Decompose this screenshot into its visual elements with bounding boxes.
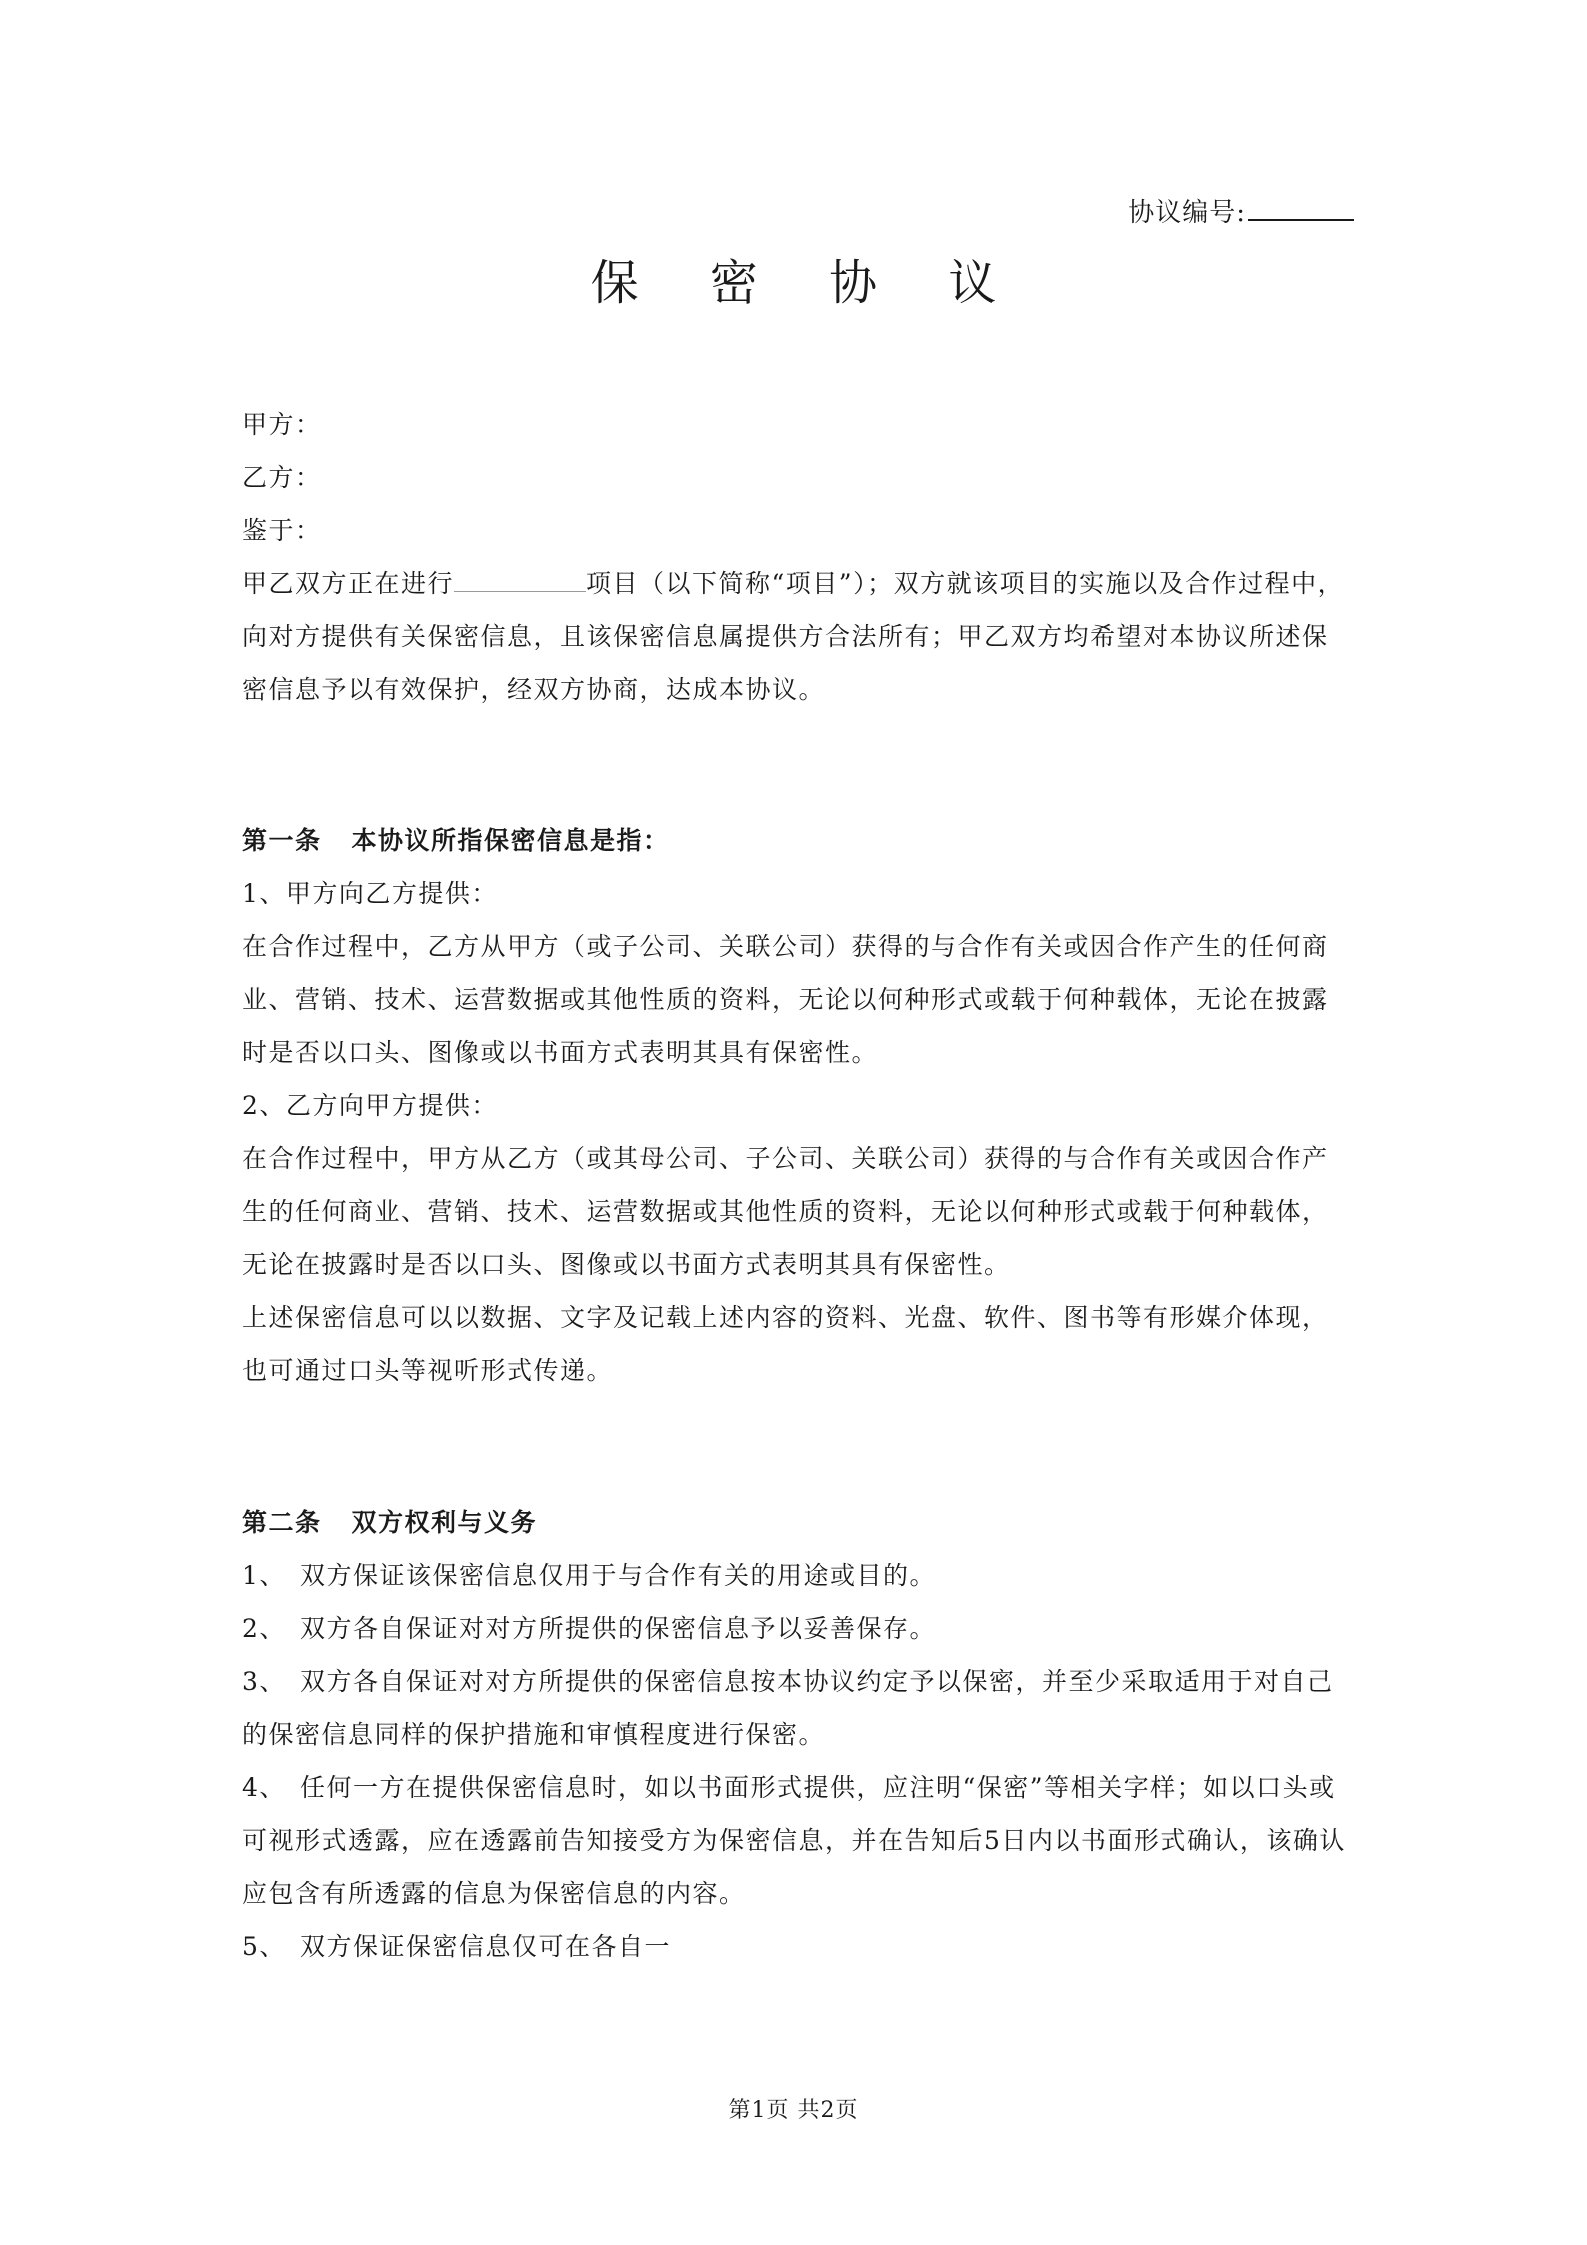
item-text: 双方保证保密信息仅可在各自一 <box>300 1932 672 1961</box>
article-2-number: 第二条 <box>242 1508 322 1537</box>
article-1-closing: 上述保密信息可以以数据、文字及记载上述内容的资料、光盘、软件、图书等有形媒介体现，也可通过口头等视听形式传递。 <box>242 1303 1329 1385</box>
article-1-sub1-text: 在合作过程中，乙方从甲方（或子公司、关联公司）获得的与合作有关或因合作产生的任何商业、营销、技术、运营数据或其他性质的资料，无论以何种形式或载于何种载体，无论在披露时是否以口头、图像或以书面方式表明其具有保密性。 <box>242 932 1329 1067</box>
party-b-line: 乙方： <box>242 463 322 492</box>
item-text: 双方各自保证对对方所提供的保密信息予以妥善保存。 <box>300 1614 937 1643</box>
item-number: 1、 <box>242 1561 286 1590</box>
item-text: 任何一方在提供保密信息时，如以书面形式提供，应注明“保密”等相关字样；如以口头或可视形式透露，应在透露前告知接受方为保密信息，并在告知后5日内以书面形式确认，该确认应包含有所透露的信息为保密信息的内容。 <box>242 1773 1346 1908</box>
article-1-sub1-label: 1、甲方向乙方提供： <box>242 879 498 908</box>
item-number: 5、 <box>242 1932 286 1961</box>
item-number: 2、 <box>242 1614 286 1643</box>
contract-number <box>1128 192 1354 229</box>
contract-number-label: 协议编号: <box>1128 198 1246 228</box>
recital-text-rest: 项目（以下简称“项目”）；双方就该项目的实施以及合作过程中，向对方提供有关保密信息，且该保密信息属提供方合法所有；甲乙双方均希望对本协议所述保密信息予以有效保护，经双方协商，达成本协议。 <box>242 569 1345 704</box>
article-1-number: 第一条 <box>242 826 322 855</box>
article-2-item <box>242 1602 1350 1655</box>
article-2-heading <box>242 1496 1350 1549</box>
article-1-sub2-text: 在合作过程中，甲方从乙方（或其母公司、子公司、关联公司）获得的与合作有关或因合作产生的任何商业、营销、技术、运营数据或其他性质的资料，无论以何种形式或载于何种载体，无论在披露时是否以口头、图像或以书面方式表明其具有保密性。 <box>242 1144 1329 1279</box>
article-1-section <box>242 814 1350 1397</box>
item-text: 双方保证该保密信息仅用于与合作有关的用途或目的。 <box>300 1561 937 1590</box>
article-2-section <box>242 1496 1350 1973</box>
project-name-blank <box>454 567 586 592</box>
item-number: 3、 <box>242 1667 286 1696</box>
item-number: 4、 <box>242 1773 286 1802</box>
item-text: 双方各自保证对对方所提供的保密信息按本协议约定予以保密，并至少采取适用于对自己的保密信息同样的保护措施和审慎程度进行保密。 <box>242 1667 1334 1749</box>
article-1-heading <box>242 814 1350 867</box>
article-2-title: 双方权利与义务 <box>351 1508 538 1537</box>
article-1-sub2-label: 2、乙方向甲方提供： <box>242 1091 498 1120</box>
article-1-title: 本协议所指保密信息是指： <box>351 826 670 855</box>
article-2-item <box>242 1761 1350 1920</box>
page-footer: 第1页 共2页 <box>728 2098 859 2123</box>
article-2-item <box>242 1920 1350 1973</box>
recital-text-start: 甲乙双方正在进行 <box>242 569 455 598</box>
recital-paragraph <box>242 557 1350 716</box>
document-title: 保 密 协 议 <box>590 255 1025 311</box>
whereas-line: 鉴于： <box>242 516 322 545</box>
party-a-line: 甲方： <box>242 410 322 439</box>
parties-section <box>242 398 1350 716</box>
article-2-item <box>242 1549 1350 1602</box>
article-2-item <box>242 1655 1350 1761</box>
contract-number-blank <box>1248 193 1354 221</box>
